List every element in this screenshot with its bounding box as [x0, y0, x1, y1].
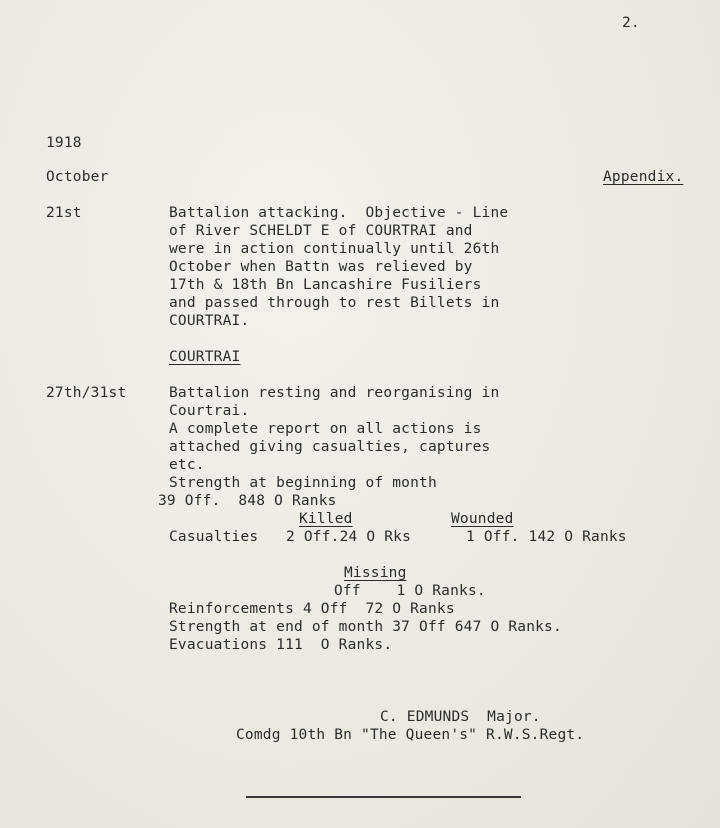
strength-end: Strength at end of month 37 Off 647 O Ranks. — [169, 619, 562, 635]
place-heading: COURTRAI — [169, 349, 241, 365]
appendix-label: Appendix. — [603, 169, 684, 185]
entry-line: Battalion attacking. Objective - Line — [169, 205, 509, 221]
entry-line: COURTRAI. — [169, 313, 250, 329]
missing-label: Missing — [344, 565, 407, 581]
entry-line: of River SCHELDT E of COURTRAI and — [169, 223, 473, 239]
year-label: 1918 — [46, 135, 82, 151]
casualties-prefix: Casualties — [169, 529, 268, 545]
month-label: October — [46, 169, 109, 185]
entry-line: A complete report on all actions is — [169, 421, 482, 437]
entry-line: October when Battn was relieved by — [169, 259, 473, 275]
bottom-rule — [246, 796, 521, 798]
entry-line: 17th & 18th Bn Lancashire Fusiliers — [169, 277, 482, 293]
signature-title: Comdg 10th Bn "The Queen's" R.W.S.Regt. — [236, 727, 585, 743]
entry-date-27th-31st: 27th/31st — [46, 385, 127, 401]
missing-values: Off 1 O Ranks. — [334, 583, 486, 599]
entry-line: Battalion resting and reorganising in — [169, 385, 500, 401]
entry-line: Courtrai. — [169, 403, 250, 419]
evacuations: Evacuations 111 O Ranks. — [169, 637, 393, 653]
entry-line: Strength at beginning of month — [169, 475, 437, 491]
signature-name: C. EDMUNDS Major. — [380, 709, 541, 725]
reinforcements: Reinforcements 4 Off 72 O Ranks — [169, 601, 455, 617]
entry-line: and passed through to rest Billets in — [169, 295, 500, 311]
strength-start: 39 Off. 848 O Ranks — [158, 493, 337, 509]
wounded-label: Wounded — [451, 511, 514, 527]
entry-line: were in action continually until 26th — [169, 241, 500, 257]
entry-line: etc. — [169, 457, 205, 473]
entry-date-21st: 21st — [46, 205, 82, 221]
casualties-killed: 2 Off.24 O Rks — [286, 529, 412, 545]
entry-line: attached giving casualties, captures — [169, 439, 491, 455]
killed-label: Killed — [299, 511, 353, 527]
page-number: 2. — [622, 15, 640, 31]
casualties-wounded: 1 Off. 142 O Ranks — [466, 529, 627, 545]
